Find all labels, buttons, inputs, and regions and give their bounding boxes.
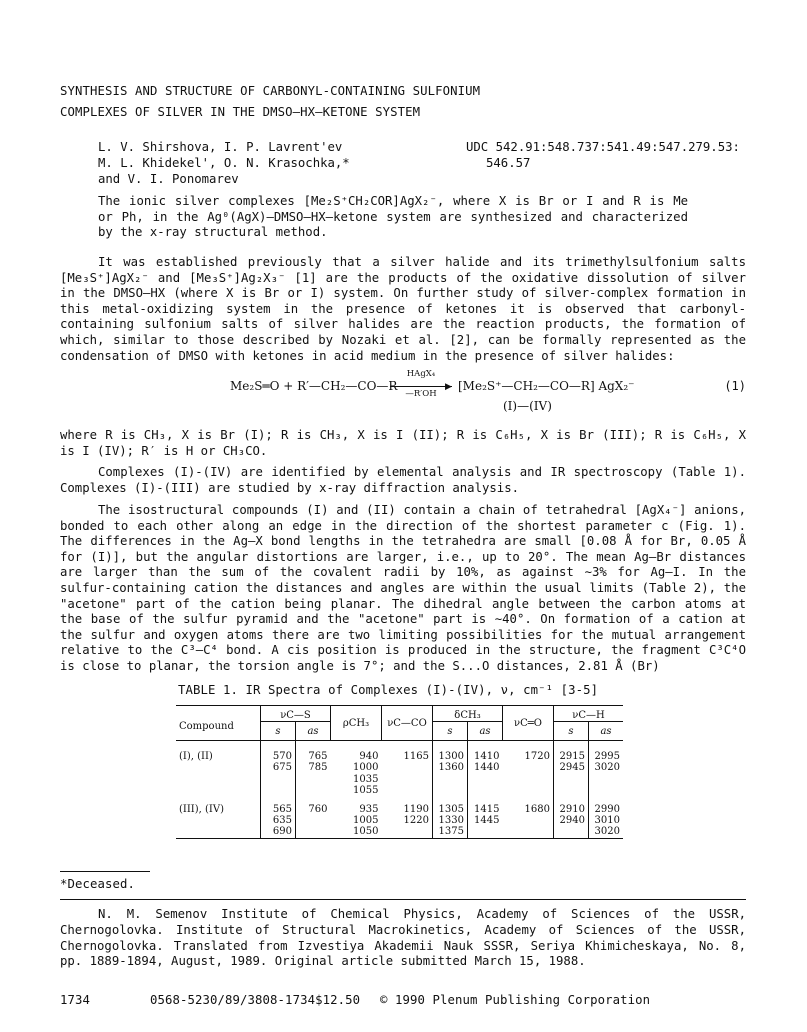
- reaction-arrow: [390, 386, 452, 387]
- col-vch: νC—H: [554, 706, 624, 722]
- col-compound: Compound: [176, 706, 261, 741]
- author-list: [98, 139, 350, 187]
- footer-separator: [60, 899, 746, 900]
- col-dch3: δCH₃: [433, 706, 503, 722]
- paper-title-line-1: SYNTHESIS AND STRUCTURE OF CARBONYL-CONTAINING SULFONIUM: [60, 84, 481, 98]
- publication-code: 0568-5230/89/3808-1734$12.50: [150, 993, 361, 1007]
- paragraph-structure: The isostructural compounds (I) and (II) contain a chain of tetrahedral [AgX₄⁻] anions, bonded to each other along an edge in the direction of the shortest parameter c (Fig. 1). The differences in the Ag—X bond lengths in the tetrahedra are small [0.08 Å for Br, 0.05 Å for (I)], but the angular distortions are larger, i.e., up to 20°. The mean Ag—Br distances are larger than the sum of the covalent radii by 10%, as against ∼3% for Ag—I. In the sulfur-containing cation the distances and angles are within the usual limits (Table 2), the "acetone" part of the cation being planar. The dihedral angle between the carbon atoms at the base of the sulfur pyramid and the "acetone" part is ∼40°. On formation of a cation at the sulfur and oxygen atoms there are two limiting possibilities for the mutual arrangement relative to the C³—C⁴ bond. A cis position is produced in the structure, the fragment C³C⁴O is close to planar, the torsion angle is 7°; and the S...O distances, 2.81 Å (Br): [60, 503, 746, 673]
- table-row: (III), (IV) 565 635 690 760 935 1005 1050 1190 1220 1305 1330 1375 1415 1445 1680 2910 2940 2990 3010 3020: [176, 796, 623, 838]
- paper-title-line-2: COMPLEXES OF SILVER IN THE DMSO—HX—KETONE SYSTEM: [60, 105, 421, 119]
- col-pch3: ρCH₃: [331, 706, 382, 741]
- affiliation-note: N. M. Semenov Institute of Chemical Physics, Academy of Sciences of the USSR, Chernogolovka. Institute of Structural Macrokinetics, Academy of Sciences of the USSR, Chernogolovka. Translated from Izvestiya Akademii Nauk SSSR, Seriya Khimicheskaya, No. 8, pp. 1889-1894, August, 1989. Original article submitted March 15, 1988.: [60, 907, 746, 969]
- abstract: The ionic silver complexes [Me₂S⁺CH₂COR]AgX₂⁻, where X is Br or I and R is Me or Ph, in the Ag⁰(AgX)—DMSO—HX—ketone system are synthesized and characterized by the x-ray structural method.: [98, 194, 688, 240]
- paragraph-where: where R is CH₃, X is Br (I); R is CH₃, X is I (II); R is C₆H₅, X is Br (III); R is C₆H₅, X is I (IV); R′ is H or CH₃CO.: [60, 428, 746, 458]
- copyright: © 1990 Plenum Publishing Corporation: [380, 993, 651, 1007]
- col-vco: νC═O: [503, 706, 554, 741]
- udc-code: UDC 542.91:548.737:541.49:547.279.53: 546.57: [466, 140, 740, 170]
- page-number: 1734: [60, 993, 91, 1007]
- ir-spectra-table: Compound νC—S ρCH₃ νC—CO δCH₃ νC═O νC—H s as s as s as (I), (II) 570 675 765 785 940 1000 1035 1055 1165 1300 1360 1410 1440 1720 2915 2945 2995 3020 (III), (IV) 565 635 690 760 935 1005 1050 1190 1220 1305 1330 1375 1415 1445 1680 2910 2940 2990 3010 3020: [176, 705, 623, 839]
- arrow-byproduct: —R′OH: [405, 389, 437, 399]
- col-vcco: νC—CO: [382, 706, 433, 741]
- equation-compound-label: (I)—(IV): [503, 399, 552, 413]
- table-row: (I), (II) 570 675 765 785 940 1000 1035 1055 1165 1300 1360 1410 1440 1720 2915 2945 2995 3020: [176, 741, 623, 796]
- paragraph-intro: It was established previously that a silver halide and its trimethylsulfonium salts [Me₃S⁺]AgX₂⁻ and [Me₃S⁺]Ag₂X₃⁻ [1] are the products of the oxidative dissolution of silver in the DMSO—HX (where X is Br or I) system. On further study of silver-complex formation in this metal-oxidizing system in the presence of ketones it is observed that carbonyl-containing sulfonium salts of silver halides are the reaction products, the formation of which, similar to those described by Nozaki et al. [2], can be formally represented as the condensation of DMSO with ketones in acid medium in the presence of silver halides:: [60, 255, 746, 363]
- equation-number: (1): [724, 379, 746, 393]
- paragraph-identification: Complexes (I)-(IV) are identified by elemental analysis and IR spectroscopy (Table 1). Complexes (I)-(III) are studied by x-ray diffraction analysis.: [60, 465, 746, 495]
- footnote-rule: [60, 871, 150, 872]
- author-line: L. V. Shirshova, I. P. Lavrent'ev: [98, 140, 343, 154]
- author-line: and V. I. Ponomarev: [98, 172, 239, 186]
- footnote: *Deceased.: [60, 877, 136, 891]
- equation-right: [Me₂S⁺—CH₂—CO—R] AgX₂⁻: [458, 379, 635, 393]
- equation-left: Me₂S═O + R′—CH₂—CO—R: [230, 379, 398, 393]
- arrow-reagent: HAgX₄: [406, 369, 436, 379]
- table-caption: TABLE 1. IR Spectra of Complexes (I)-(IV), ν, cm⁻¹ [3-5]: [178, 683, 599, 697]
- col-vcs: νC—S: [261, 706, 331, 722]
- equation-1: Me₂S═O + R′—CH₂—CO—R HAgX₄ ▶ —R′OH [Me₂S⁺—CH₂—CO—R] AgX₂⁻ (I)—(IV) (1): [230, 369, 746, 413]
- author-line: M. L. Khidekel', O. N. Krasochka,*: [98, 156, 350, 170]
